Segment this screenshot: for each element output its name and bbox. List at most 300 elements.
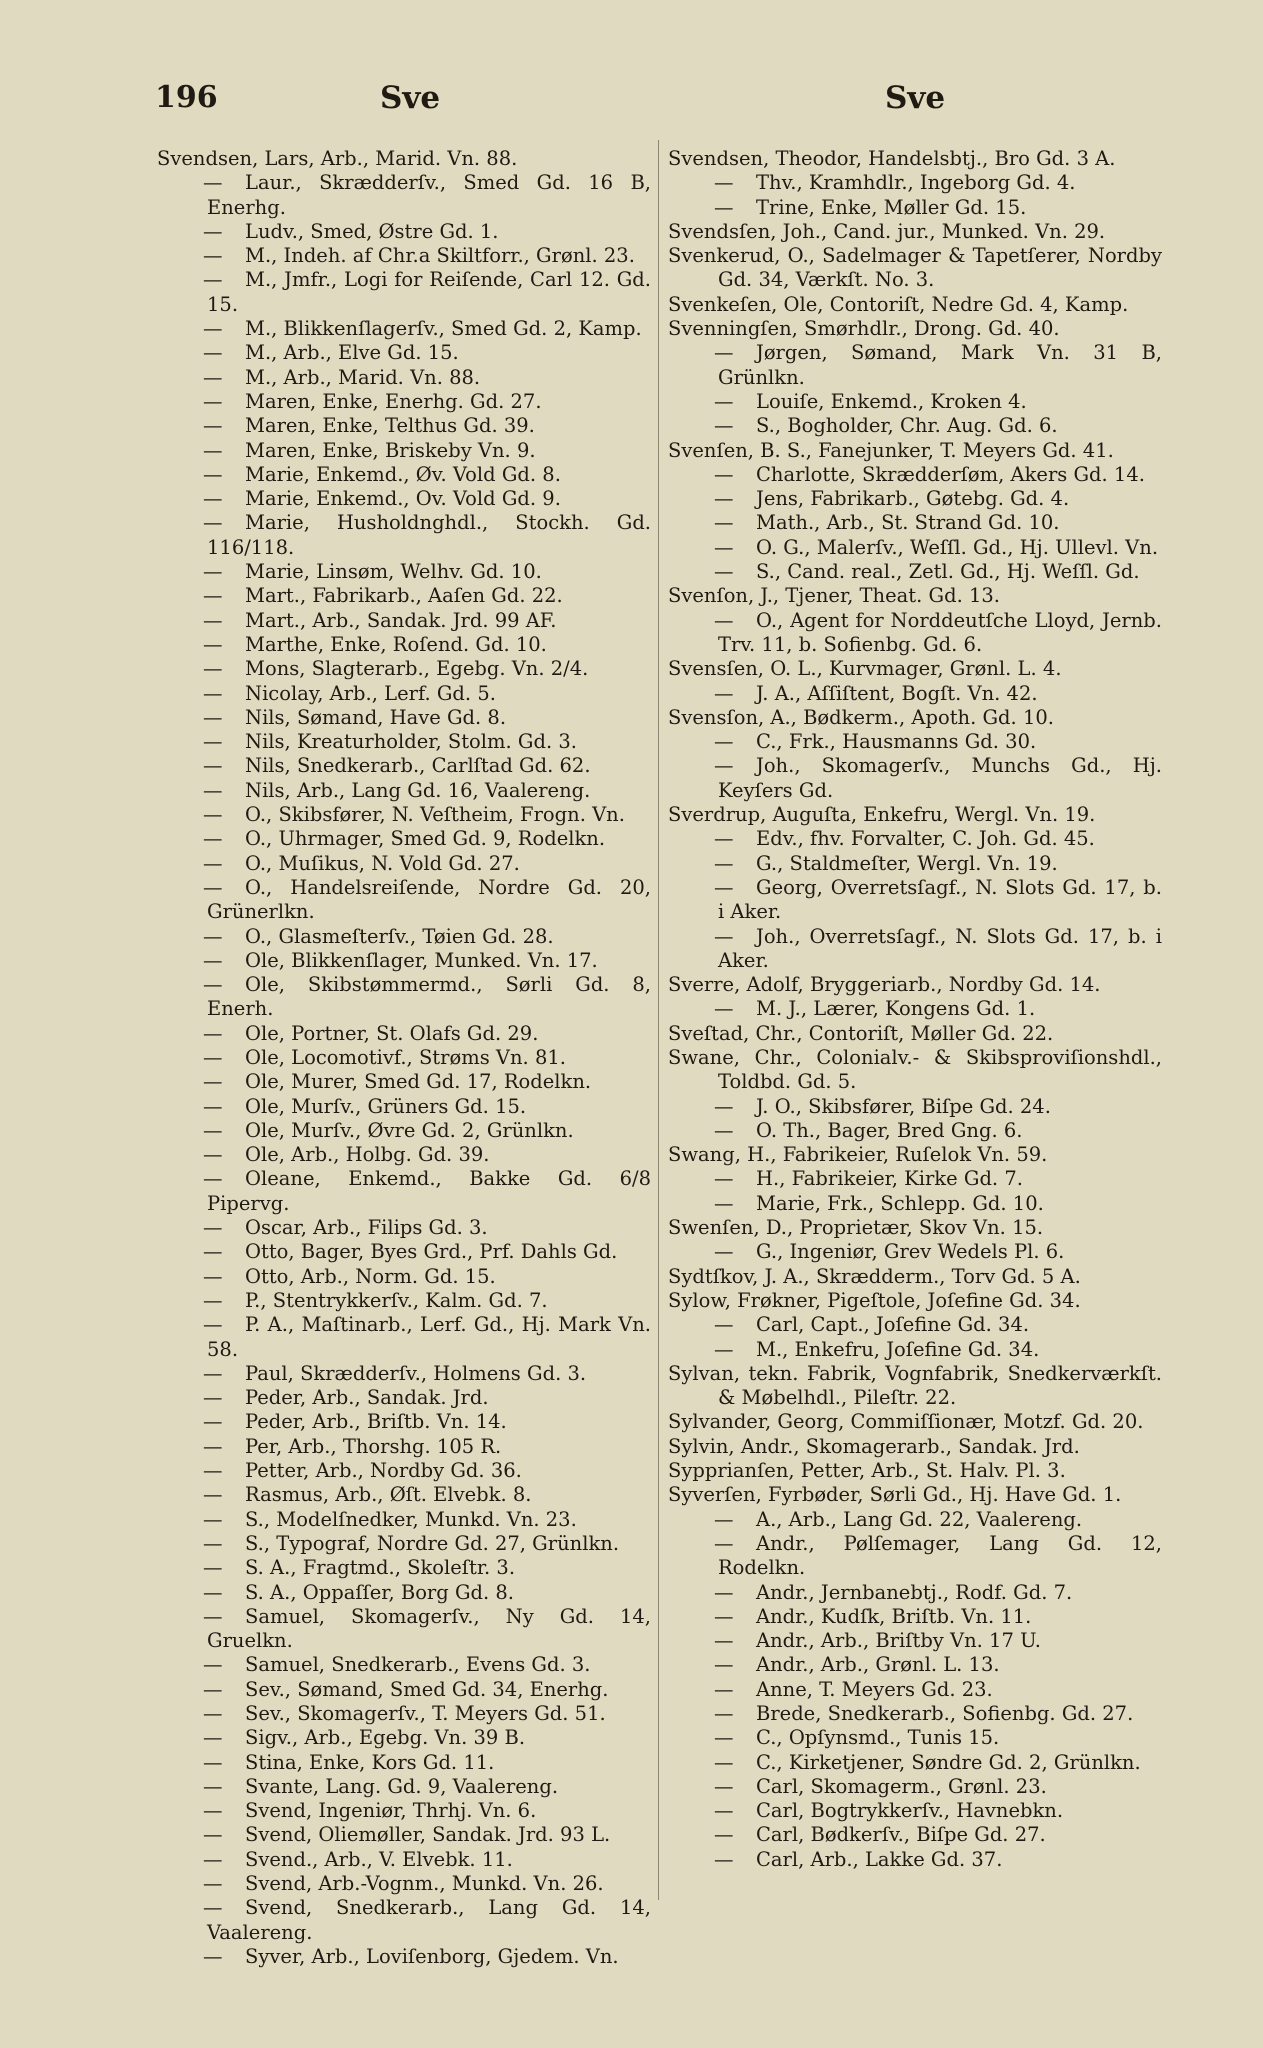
entry-text: Edv., fhv. Forvalter, C. Joh. Gd. 45. xyxy=(756,827,1095,851)
entry-text: Ole, Arb., Holbg. Gd. 39. xyxy=(245,1143,490,1167)
entry-text: A., Arb., Lang Gd. 22, Vaalereng. xyxy=(756,1507,1083,1531)
entry-text: O. Th., Bager, Bred Gng. 6. xyxy=(756,1118,1023,1142)
entry-text: Mart., Fabrikarb., Aaſen Gd. 22. xyxy=(245,584,563,608)
directory-subentry xyxy=(157,1605,651,1654)
ditto-dash: — xyxy=(203,1702,223,1725)
ditto-dash: — xyxy=(203,778,223,802)
directory-subentry xyxy=(157,1678,651,1702)
ditto-dash: — xyxy=(714,1313,734,1337)
entry-text: Math., Arb., St. Strand Gd. 10. xyxy=(756,511,1060,535)
entry-text: P., Stentrykkerſv., Kalm. Gd. 7. xyxy=(245,1288,548,1312)
entry-text: Ole, Murſv., Øvre Gd. 2, Grünlkn. xyxy=(245,1118,574,1142)
entry-text: Sylow, Frøkner, Pigeſtole, Joſefine Gd. 34. xyxy=(668,1288,1081,1312)
ditto-dash: — xyxy=(203,1872,223,1896)
directory-subentry xyxy=(668,414,1162,438)
ditto-dash: — xyxy=(203,1216,223,1240)
directory-entry xyxy=(668,803,1162,827)
ditto-dash: — xyxy=(203,1021,223,1045)
ditto-dash: — xyxy=(203,608,223,632)
directory-entry xyxy=(668,584,1162,608)
entry-text: Svenſen, B. S., Fanejunker, T. Meyers Gd. 41. xyxy=(668,438,1114,462)
entry-text: Sypprianſen, Petter, Arb., St. Halv. Pl. 3. xyxy=(668,1459,1066,1483)
ditto-dash: — xyxy=(714,389,734,413)
entry-text: Svend, Oliemøller, Sandak. Jrd. 93 L. xyxy=(245,1823,611,1847)
directory-subentry xyxy=(157,827,651,851)
ditto-dash: — xyxy=(203,973,223,997)
entry-text: Louiſe, Enkemd., Kroken 4. xyxy=(756,389,1027,413)
entry-text: Anne, T. Meyers Gd. 23. xyxy=(756,1677,993,1701)
entry-text: Carl, Skomagerm., Grønl. 23. xyxy=(756,1774,1047,1798)
entry-text: Otto, Arb., Norm. Gd. 15. xyxy=(245,1264,496,1288)
ditto-dash: — xyxy=(203,1677,223,1701)
directory-subentry xyxy=(668,1338,1162,1362)
entry-text: Mons, Slagterarb., Egebg. Vn. 2/4. xyxy=(245,657,589,681)
directory-subentry xyxy=(157,317,651,341)
directory-entry xyxy=(668,293,1162,317)
directory-subentry xyxy=(157,852,651,876)
directory-subentry xyxy=(157,682,651,706)
entry-text: Carl, Capt., Joſefine Gd. 34. xyxy=(756,1313,1030,1337)
ditto-dash: — xyxy=(714,1702,734,1725)
ditto-dash: — xyxy=(714,1604,734,1628)
directory-entry xyxy=(668,244,1162,293)
entry-text: Sverdrup, Auguſta, Enkefru, Wergl. Vn. 19. xyxy=(668,803,1096,827)
directory-subentry xyxy=(668,390,1162,414)
directory-subentry xyxy=(668,827,1162,851)
entry-text: Carl, Bogtrykkerſv., Havnebkn. xyxy=(756,1799,1064,1823)
directory-subentry xyxy=(157,1823,651,1847)
entry-text: Swenſen, D., Proprietær, Skov Vn. 15. xyxy=(668,1216,1044,1240)
ditto-dash: — xyxy=(714,560,734,584)
entry-text: Jens, Fabrikarb., Gøtebg. Gd. 4. xyxy=(756,487,1070,511)
entry-text: Otto, Bager, Byes Grd., Prf. Dahls Gd. xyxy=(245,1240,618,1264)
ditto-dash: — xyxy=(203,1604,223,1628)
entry-text: Maren, Enke, Briskeby Vn. 9. xyxy=(245,438,536,462)
entry-text: Maren, Enke, Enerhg. Gd. 27. xyxy=(245,389,542,413)
entry-text: Samuel, Snedkerarb., Evens Gd. 3. xyxy=(245,1653,591,1677)
directory-subentry xyxy=(668,1119,1162,1143)
directory-subentry xyxy=(157,487,651,511)
ditto-dash: — xyxy=(714,875,734,899)
directory-entry xyxy=(668,1410,1162,1434)
entry-text: Paul, Skrædderſv., Holmens Gd. 3. xyxy=(245,1361,587,1385)
entry-text: M. J., Lærer, Kongens Gd. 1. xyxy=(756,997,1036,1021)
ditto-dash: — xyxy=(203,389,223,413)
ditto-dash: — xyxy=(203,1288,223,1312)
directory-subentry xyxy=(157,220,651,244)
directory-subentry xyxy=(668,1192,1162,1216)
directory-subentry xyxy=(157,754,651,778)
entry-text: Andr., Arb., Briſtby Vn. 17 U. xyxy=(756,1629,1041,1653)
entry-text: M., Arb., Elve Gd. 15. xyxy=(245,341,459,365)
ditto-dash: — xyxy=(203,1896,223,1920)
directory-subentry xyxy=(668,196,1162,220)
entry-text: O., Muſikus, N. Vold Gd. 27. xyxy=(245,851,520,875)
entry-text: Syverſen, Fyrbøder, Sørli Gd., Hj. Have Gd. 1. xyxy=(668,1483,1122,1507)
ditto-dash: — xyxy=(203,1143,223,1167)
ditto-dash: — xyxy=(714,851,734,875)
entry-text: G., Ingeniør, Grev Wedels Pl. 6. xyxy=(756,1240,1065,1264)
ditto-dash: — xyxy=(714,827,734,851)
directory-subentry xyxy=(157,1726,651,1750)
entry-text: Svensſen, O. L., Kurvmager, Grønl. L. 4. xyxy=(668,657,1062,681)
directory-subentry xyxy=(157,1022,651,1046)
ditto-dash: — xyxy=(714,1774,734,1798)
entry-text: Svendsſen, Joh., Cand. jur., Munked. Vn. 29. xyxy=(668,219,1106,243)
ditto-dash: — xyxy=(714,1799,734,1823)
ditto-dash: — xyxy=(203,827,223,851)
directory-subentry xyxy=(668,1532,1162,1581)
directory-subentry xyxy=(157,511,651,560)
ditto-dash: — xyxy=(203,1240,223,1264)
entry-text: Carl, Arb., Lakke Gd. 37. xyxy=(756,1847,1003,1871)
ditto-dash: — xyxy=(203,584,223,608)
directory-subentry xyxy=(668,1653,1162,1677)
directory-subentry xyxy=(668,487,1162,511)
ditto-dash: — xyxy=(203,657,223,681)
directory-subentry xyxy=(157,1702,651,1726)
entry-text: J. O., Skibsfører, Biſpe Gd. 24. xyxy=(756,1094,1051,1118)
page-header xyxy=(155,80,1173,130)
ditto-dash: — xyxy=(203,681,223,705)
directory-subentry xyxy=(157,609,651,633)
entry-text: Sverre, Adolf, Bryggeriarb., Nordby Gd. 14. xyxy=(668,973,1101,997)
directory-subentry xyxy=(157,803,651,827)
directory-subentry xyxy=(157,560,651,584)
directory-subentry xyxy=(668,1823,1162,1847)
ditto-dash: — xyxy=(203,487,223,511)
directory-subentry xyxy=(668,1775,1162,1799)
entry-text: Svendsen, Theodor, Handelsbtj., Bro Gd. 3 A. xyxy=(668,147,1116,170)
entry-text: Per, Arb., Thorshg. 105 R. xyxy=(245,1434,502,1458)
directory-subentry xyxy=(157,414,651,438)
entry-text: Carl, Bødkerſv., Biſpe Gd. 27. xyxy=(756,1823,1046,1847)
entry-text: Ole, Portner, St. Olafs Gd. 29. xyxy=(245,1021,539,1045)
entry-text: Mart., Arb., Sandak. Jrd. 99 AF. xyxy=(245,608,557,632)
directory-subentry xyxy=(157,1167,651,1216)
directory-entry xyxy=(668,706,1162,730)
directory-subentry xyxy=(157,1046,651,1070)
ditto-dash: — xyxy=(203,219,223,243)
ditto-dash: — xyxy=(203,1847,223,1871)
entry-text: S., Modelſnedker, Munkd. Vn. 23. xyxy=(245,1507,577,1531)
directory-entry xyxy=(668,1459,1162,1483)
directory-subentry xyxy=(157,1362,651,1386)
directory-subentry xyxy=(157,1313,651,1362)
directory-subentry xyxy=(668,925,1162,974)
entry-text: Sev., Sømand, Smed Gd. 34, Enerhg. xyxy=(245,1677,609,1701)
entry-text: Oleane, Enkemd., Bakke Gd. 6/8 Pipervg. xyxy=(207,1167,651,1215)
ditto-dash: — xyxy=(714,997,734,1021)
ditto-dash: — xyxy=(714,462,734,486)
directory-subentry xyxy=(157,779,651,803)
ditto-dash: — xyxy=(714,1191,734,1215)
ditto-dash: — xyxy=(203,317,223,341)
entry-text: Swane, Chr., Colonialv.- & Skibsproviſionshdl., Toldbd. Gd. 5. xyxy=(668,1045,1162,1094)
ditto-dash: — xyxy=(203,1094,223,1118)
directory-subentry xyxy=(668,1726,1162,1750)
directory-entry xyxy=(668,1483,1162,1507)
ditto-dash: — xyxy=(203,1264,223,1288)
entry-text: Svend., Arb., V. Elvebk. 11. xyxy=(245,1847,513,1871)
directory-subentry xyxy=(157,1653,651,1677)
entry-text: M., Arb., Marid. Vn. 88. xyxy=(245,365,481,389)
directory-subentry xyxy=(668,1240,1162,1264)
directory-subentry xyxy=(157,1532,651,1556)
directory-subentry xyxy=(668,1678,1162,1702)
ditto-dash: — xyxy=(203,948,223,972)
directory-subentry xyxy=(157,1410,651,1434)
directory-subentry xyxy=(668,560,1162,584)
directory-subentry xyxy=(668,463,1162,487)
directory-subentry xyxy=(668,730,1162,754)
directory-subentry xyxy=(157,949,651,973)
ditto-dash: — xyxy=(714,681,734,705)
ditto-dash: — xyxy=(203,632,223,656)
directory-subentry xyxy=(157,1556,651,1580)
entry-text: Svenſon, J., Tjener, Theat. Gd. 13. xyxy=(668,584,1000,608)
entry-text: S. A., Fragtmd., Skoleſtr. 3. xyxy=(245,1556,516,1580)
directory-subentry xyxy=(668,1313,1162,1337)
directory-subentry xyxy=(157,876,651,925)
ditto-dash: — xyxy=(203,1434,223,1458)
directory-entry xyxy=(668,1143,1162,1167)
entry-text: Sylvan, tekn. Fabrik, Vognfabrik, Snedkerværkſt. & Møbelhdl., Pileſtr. 22. xyxy=(668,1361,1162,1410)
ditto-dash: — xyxy=(714,1847,734,1871)
directory-subentry xyxy=(668,876,1162,925)
directory-subentry xyxy=(157,1872,651,1896)
directory-subentry xyxy=(668,1848,1162,1872)
entry-text: Svenkerud, O., Sadelmager & Tapetſerer, Nordby Gd. 34, Værkſt. No. 3. xyxy=(668,244,1162,292)
ditto-dash: — xyxy=(203,171,223,195)
directory-subentry xyxy=(668,536,1162,560)
entry-text: S., Typograf, Nordre Gd. 27, Grünlkn. xyxy=(245,1531,620,1555)
entry-text: Svendsen, Lars, Arb., Marid. Vn. 88. xyxy=(157,147,518,170)
ditto-dash: — xyxy=(714,1580,734,1604)
directory-entry xyxy=(668,1022,1162,1046)
directory-subentry xyxy=(668,1581,1162,1605)
entry-text: Ole, Murer, Smed Gd. 17, Rodelkn. xyxy=(245,1070,592,1094)
directory-subentry xyxy=(668,171,1162,195)
entry-text: Ole, Blikkenſlager, Munked. Vn. 17. xyxy=(245,948,598,972)
entry-text: Nicolay, Arb., Lerf. Gd. 5. xyxy=(245,681,496,705)
directory-subentry xyxy=(157,171,651,220)
right-column xyxy=(668,147,1162,1872)
ditto-dash: — xyxy=(203,1386,223,1410)
entry-text: Thv., Kramhdlr., Ingeborg Gd. 4. xyxy=(756,171,1076,195)
directory-subentry xyxy=(668,1508,1162,1532)
directory-subentry xyxy=(157,244,651,268)
directory-subentry xyxy=(157,390,651,414)
directory-subentry xyxy=(157,1848,651,1872)
entry-text: Sylvander, Georg, Commiſſionær, Motzf. Gd. 20. xyxy=(668,1410,1144,1434)
entry-text: Brede, Snedkerarb., Sofienbg. Gd. 27. xyxy=(756,1702,1134,1725)
entry-text: O. G., Malerſv., Weſſl. Gd., Hj. Ullevl. Vn. xyxy=(756,535,1159,559)
ditto-dash: — xyxy=(714,1167,734,1191)
directory-subentry xyxy=(668,1702,1162,1726)
ditto-dash: — xyxy=(714,924,734,948)
entry-text: J. A., Aſſiſtent, Bogſt. Vn. 42. xyxy=(756,681,1038,705)
entry-text: S., Cand. real., Zetl. Gd., Hj. Weſſl. Gd. xyxy=(756,560,1140,584)
ditto-dash: — xyxy=(203,1045,223,1069)
column-divider xyxy=(658,140,659,1900)
entry-text: Peder, Arb., Briſtb. Vn. 14. xyxy=(245,1410,507,1434)
ditto-dash: — xyxy=(203,754,223,778)
directory-subentry xyxy=(668,997,1162,1021)
entry-text: C., Kirketjener, Søndre Gd. 2, Grünlkn. xyxy=(756,1750,1141,1774)
entry-text: Andr., Arb., Grønl. L. 13. xyxy=(756,1653,1000,1677)
ditto-dash: — xyxy=(203,875,223,899)
directory-subentry xyxy=(668,1095,1162,1119)
entry-text: M., Indeh. af Chr.a Skiltforr., Grønl. 23. xyxy=(245,244,635,268)
directory-subentry xyxy=(157,1265,651,1289)
entry-text: Petter, Arb., Nordby Gd. 36. xyxy=(245,1459,522,1483)
entry-text: Svend, Ingeniør, Thrhj. Vn. 6. xyxy=(245,1799,537,1823)
directory-subentry xyxy=(157,657,651,681)
ditto-dash: — xyxy=(203,1653,223,1677)
directory-entry xyxy=(157,147,651,171)
ditto-dash: — xyxy=(714,1750,734,1774)
directory-subentry xyxy=(157,1119,651,1143)
ditto-dash: — xyxy=(203,705,223,729)
directory-subentry xyxy=(157,463,651,487)
directory-subentry xyxy=(157,1386,651,1410)
ditto-dash: — xyxy=(203,438,223,462)
entry-text: Marie, Enkemd., Ov. Vold Gd. 9. xyxy=(245,487,561,511)
directory-entry xyxy=(668,1289,1162,1313)
ditto-dash: — xyxy=(714,195,734,219)
directory-subentry xyxy=(157,706,651,730)
entry-text: M., Jmfr., Logi for Reiſende, Carl 12. Gd. 15. xyxy=(207,268,651,316)
directory-entry xyxy=(668,1362,1162,1411)
directory-subentry xyxy=(157,341,651,365)
directory-subentry xyxy=(157,268,651,317)
directory-entry xyxy=(668,1046,1162,1095)
ditto-dash: — xyxy=(203,1750,223,1774)
entry-text: O., Glasmeſterſv., Tøien Gd. 28. xyxy=(245,924,554,948)
directory-subentry xyxy=(157,1216,651,1240)
entry-text: Marie, Husholdnghdl., Stockh. Gd. 116/118. xyxy=(207,511,651,559)
entry-text: Oscar, Arb., Filips Gd. 3. xyxy=(245,1216,488,1240)
ditto-dash: — xyxy=(203,1361,223,1385)
ditto-dash: — xyxy=(714,1118,734,1142)
entry-text: S. A., Oppaſſer, Borg Gd. 8. xyxy=(245,1580,515,1604)
directory-subentry xyxy=(157,439,651,463)
entry-text: Swang, H., Fabrikeier, Ruſelok Vn. 59. xyxy=(668,1143,1048,1167)
ditto-dash: — xyxy=(203,341,223,365)
ditto-dash: — xyxy=(714,341,734,365)
entry-text: C., Opſynsmd., Tunis 15. xyxy=(756,1726,1000,1750)
directory-subentry xyxy=(668,341,1162,390)
ditto-dash: — xyxy=(714,414,734,438)
ditto-dash: — xyxy=(714,1531,734,1555)
directory-subentry xyxy=(157,1459,651,1483)
entry-text: Peder, Arb., Sandak. Jrd. xyxy=(245,1386,489,1410)
directory-subentry xyxy=(157,925,651,949)
ditto-dash: — xyxy=(203,803,223,827)
entry-text: O., Handelsreiſende, Nordre Gd. 20, Grünerlkn. xyxy=(207,875,651,924)
directory-subentry xyxy=(157,1799,651,1823)
entry-text: Maren, Enke, Telthus Gd. 39. xyxy=(245,414,535,438)
entry-text: Joh., Skomagerſv., Munchs Gd., Hj. Keyſers Gd. xyxy=(718,754,1162,802)
ditto-dash: — xyxy=(203,1167,223,1191)
directory-subentry xyxy=(157,1581,651,1605)
ditto-dash: — xyxy=(203,1313,223,1337)
directory-subentry xyxy=(157,1240,651,1264)
directory-entry xyxy=(668,1435,1162,1459)
entry-text: Trine, Enke, Møller Gd. 15. xyxy=(756,195,1027,219)
entry-text: Marie, Enkemd., Øv. Vold Gd. 8. xyxy=(245,462,561,486)
ditto-dash: — xyxy=(203,1459,223,1483)
ditto-dash: — xyxy=(714,754,734,778)
directory-subentry xyxy=(668,1751,1162,1775)
ditto-dash: — xyxy=(203,244,223,268)
entry-text: Ludv., Smed, Østre Gd. 1. xyxy=(245,219,499,243)
ditto-dash: — xyxy=(714,1653,734,1677)
ditto-dash: — xyxy=(203,1726,223,1750)
directory-subentry xyxy=(668,609,1162,658)
entry-text: Andr., Pølſemager, Lang Gd. 12, Rodelkn. xyxy=(718,1531,1162,1580)
ditto-dash: — xyxy=(714,487,734,511)
ditto-dash: — xyxy=(203,1507,223,1531)
ditto-dash: — xyxy=(203,365,223,389)
ditto-dash: — xyxy=(714,1337,734,1361)
entry-text: H., Fabrikeier, Kirke Gd. 7. xyxy=(756,1167,1023,1191)
directory-subentry xyxy=(668,1629,1162,1653)
directory-subentry xyxy=(157,366,651,390)
directory-subentry xyxy=(157,1289,651,1313)
entry-text: Nils, Snedkerarb., Carlſtad Gd. 62. xyxy=(245,754,591,778)
directory-subentry xyxy=(668,754,1162,803)
entry-text: M., Enkefru, Joſefine Gd. 34. xyxy=(756,1337,1040,1361)
directory-entry xyxy=(668,1216,1162,1240)
directory-subentry xyxy=(668,1167,1162,1191)
directory-entry xyxy=(668,439,1162,463)
ditto-dash: — xyxy=(714,535,734,559)
entry-text: Svensſon, A., Bødkerm., Apoth. Gd. 10. xyxy=(668,705,1054,729)
ditto-dash: — xyxy=(203,1410,223,1434)
ditto-dash: — xyxy=(203,1774,223,1798)
entry-text: Svend, Arb.-Vognm., Munkd. Vn. 26. xyxy=(245,1872,604,1896)
ditto-dash: — xyxy=(714,608,734,632)
directory-entry xyxy=(668,1265,1162,1289)
entry-text: Marie, Linsøm, Welhv. Gd. 10. xyxy=(245,560,542,584)
ditto-dash: — xyxy=(203,1799,223,1823)
entry-text: Andr., Jernbanebtj., Rodf. Gd. 7. xyxy=(756,1580,1073,1604)
entry-text: Sylvin, Andr., Skomagerarb., Sandak. Jrd. xyxy=(668,1434,1080,1458)
ditto-dash: — xyxy=(203,1556,223,1580)
entry-text: Nils, Arb., Lang Gd. 16, Vaalereng. xyxy=(245,778,591,802)
directory-subentry xyxy=(668,511,1162,535)
ditto-dash: — xyxy=(714,1507,734,1531)
entry-text: O., Skibsfører, N. Veſtheim, Frogn. Vn. xyxy=(245,803,625,827)
ditto-dash: — xyxy=(714,1629,734,1653)
directory-subentry xyxy=(157,1435,651,1459)
entry-text: Ole, Skibstømmermd., Sørli Gd. 8, Enerh. xyxy=(207,973,651,1021)
ditto-dash: — xyxy=(203,1070,223,1094)
directory-subentry xyxy=(157,1751,651,1775)
ditto-dash: — xyxy=(714,1240,734,1264)
ditto-dash: — xyxy=(714,1823,734,1847)
directory-subentry xyxy=(157,1775,651,1799)
directory-entry xyxy=(668,657,1162,681)
ditto-dash: — xyxy=(714,1677,734,1701)
entry-text: Georg, Overretsſagf., N. Slots Gd. 17, b. i Aker. xyxy=(718,875,1162,924)
entry-text: Sydtſkov, J. A., Skrædderm., Torv Gd. 5 A. xyxy=(668,1264,1081,1288)
entry-text: Andr., Kudſk, Briſtb. Vn. 11. xyxy=(756,1604,1032,1628)
directory-subentry xyxy=(157,1508,651,1532)
ditto-dash: — xyxy=(203,268,223,292)
